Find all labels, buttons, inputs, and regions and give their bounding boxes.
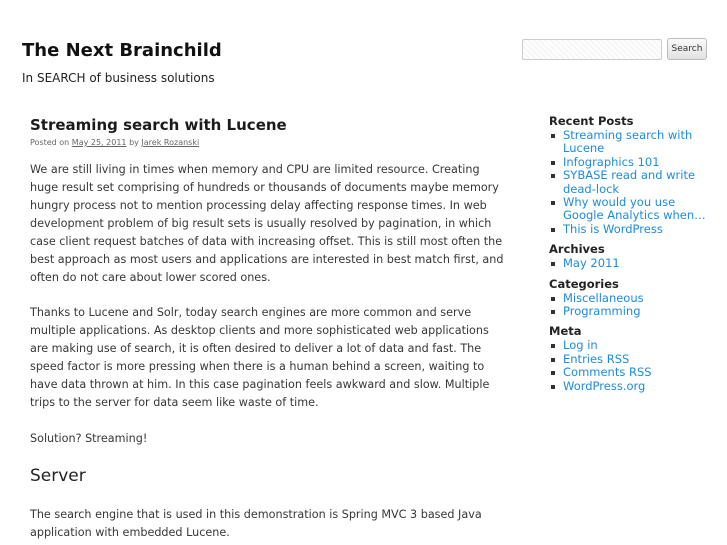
sidebar-link[interactable]: Log in — [549, 339, 719, 352]
post-title[interactable]: Streaming search with Lucene — [30, 116, 287, 134]
bullet-icon — [551, 310, 555, 314]
bullet-icon — [551, 201, 555, 205]
sidebar-link[interactable]: Why would you use Google Analytics when… — [549, 196, 719, 223]
by-label: by — [129, 138, 139, 147]
post-paragraph: Solution? Streaming! — [30, 432, 148, 445]
bullet-icon — [551, 358, 555, 362]
post-paragraph: The search engine that is used in this demonstration is Spring MVC 3 based Java application with embedded Lucene. — [30, 508, 482, 539]
bullet-icon — [551, 228, 555, 232]
sidebar-link[interactable]: Comments RSS — [549, 366, 719, 379]
search-input[interactable] — [522, 39, 662, 60]
sidebar-link[interactable]: May 2011 — [549, 257, 719, 270]
site-title[interactable]: The Next Brainchild — [22, 40, 222, 61]
sidebar — [549, 114, 719, 399]
sidebar-link[interactable]: Infographics 101 — [549, 156, 719, 169]
archives-widget — [549, 242, 719, 270]
meta-widget — [549, 324, 719, 393]
bullet-icon — [551, 174, 555, 178]
widget-title: Recent Posts — [549, 114, 634, 128]
author-link[interactable]: Jarek Rozanski — [141, 138, 200, 147]
widget-title: Meta — [549, 324, 582, 339]
posted-on-label: Posted on — [30, 138, 70, 147]
section-heading: Server — [30, 466, 86, 486]
bullet-icon — [551, 262, 555, 266]
categories-widget — [549, 277, 719, 319]
post-paragraph: Thanks to Lucene and Solr, today search engines are more common and serve multiple applications. As desktop clients and more sophisticated web applications are making use of search, it is often desired to deliver a lot of data and fast. The speed factor is more pressing when there is a human behind a screen, waiting to have data thrown at him. In this case pagination feels awkward and slow. Multiple trips to the server for data seem like waste of time. — [30, 306, 490, 409]
sidebar-link[interactable]: WordPress.org — [549, 380, 719, 393]
sidebar-link[interactable]: SYBASE read and write dead-lock — [549, 169, 719, 196]
site-description: In SEARCH of business solutions — [22, 71, 215, 85]
bullet-icon — [551, 161, 555, 165]
search-button[interactable]: Search — [667, 38, 707, 60]
bullet-icon — [551, 385, 555, 389]
widget-title: Categories — [549, 276, 619, 291]
bullet-icon — [551, 134, 555, 138]
bullet-icon — [551, 371, 555, 375]
recent-posts-widget — [549, 114, 719, 236]
sidebar-link[interactable]: Streaming search with Lucene — [549, 129, 719, 156]
post-date-link[interactable]: May 25, 2011 — [71, 138, 127, 147]
widget-title: Archives — [549, 242, 605, 257]
sidebar-link[interactable]: Entries RSS — [549, 353, 719, 366]
bullet-icon — [551, 344, 555, 348]
sidebar-link[interactable]: This is WordPress — [549, 223, 719, 236]
post-paragraph: We are still living in times when memory and CPU are limited resource. Creating huge result set comprising of hundreds or thousands of documents maybe memory hungry process not to mention processing delay affecting response times. In web development problem of big result sets is usually resolved by pagination, in which case client request batches of data with increasing offset. This is still most often the best approach as most users and applications are interested in best match first, and often do not care about lower scored ones. — [30, 163, 504, 284]
bullet-icon — [551, 297, 555, 301]
sidebar-link[interactable]: Programming — [549, 305, 719, 318]
post-meta — [30, 138, 199, 147]
sidebar-link[interactable]: Miscellaneous — [549, 292, 719, 305]
